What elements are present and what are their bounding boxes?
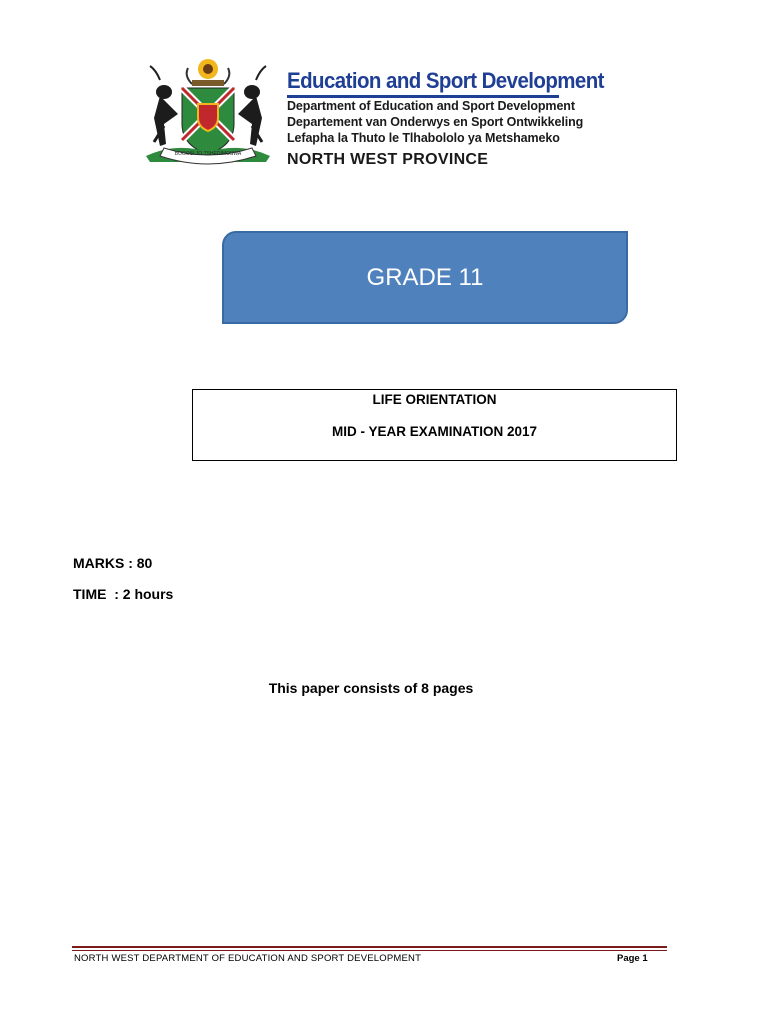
province-name: NORTH WEST PROVINCE <box>287 151 489 168</box>
title-underline <box>287 95 559 98</box>
subject-title: LIFE ORIENTATION <box>372 392 497 407</box>
department-name-setswana: Lefapha la Thuto le Tlhabololo ya Metshameko <box>287 131 560 145</box>
coat-of-arms-logo <box>142 56 274 168</box>
crest-motto: BOGOSI JO TSHEDIMOSWA <box>174 151 242 157</box>
subject-box <box>192 389 677 461</box>
pages-note: This paper consists of 8 pages <box>268 680 474 696</box>
department-name-english: Department of Education and Sport Development <box>287 99 575 113</box>
grade-label: GRADE 11 <box>366 263 484 291</box>
department-name-afrikaans: Departement van Onderwys en Sport Ontwikkeling <box>287 115 584 129</box>
exam-title: MID - YEAR EXAMINATION 2017 <box>331 424 538 439</box>
grade-banner <box>222 231 628 324</box>
marks-info: MARKS : 80 <box>73 555 153 571</box>
footer-rule <box>72 946 667 948</box>
time-info: TIME : 2 hours <box>73 586 174 602</box>
shield-icon <box>182 88 234 154</box>
page-number: Page 1 <box>617 953 648 964</box>
sun-crest-icon <box>198 59 218 79</box>
left-antelope-icon <box>150 66 178 146</box>
footer-rule-thin <box>72 950 667 951</box>
right-antelope-icon <box>238 66 266 146</box>
department-title: Education and Sport Development <box>287 68 604 93</box>
footer-organization: NORTH WEST DEPARTMENT OF EDUCATION AND SPORT DEVELOPMENT <box>74 953 422 964</box>
